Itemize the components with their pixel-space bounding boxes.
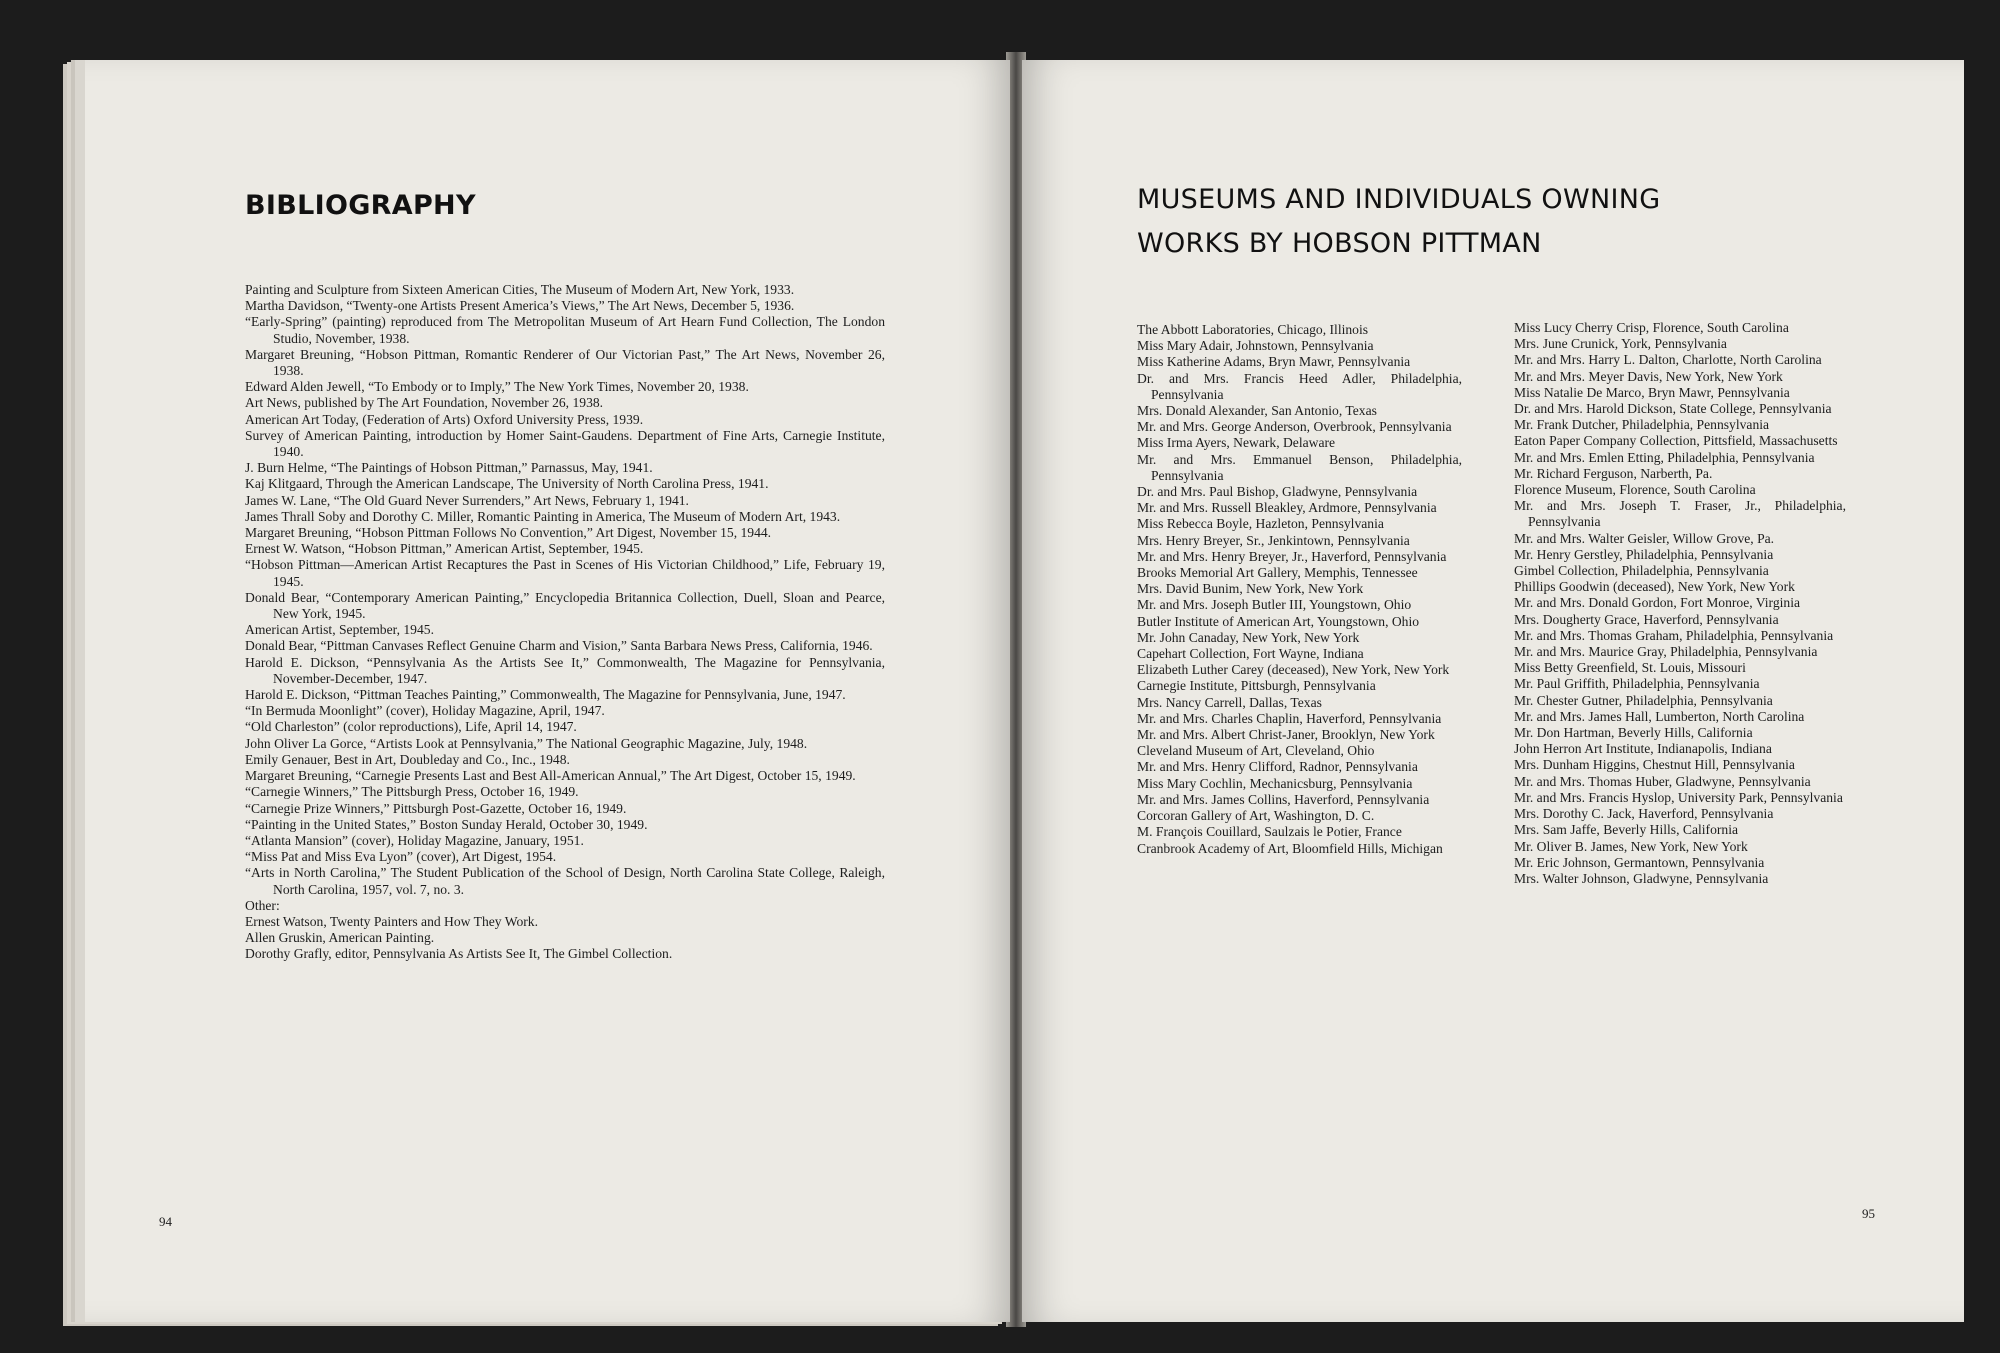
owner-entry: Miss Katherine Adams, Bryn Mawr, Pennsylvania [1137, 354, 1411, 370]
owner-entry: Corcoran Gallery of Art, Washington, D. C. [1137, 808, 1375, 824]
owner-entry: Phillips Goodwin (deceased), New York, New York [1514, 579, 1795, 595]
owner-entry: Mr. and Mrs. Walter Geisler, Willow Grove, Pa. [1514, 530, 1775, 546]
page-number-left: 94 [159, 1214, 172, 1229]
owner-entry: Mrs. Walter Johnson, Gladwyne, Pennsylvania [1514, 870, 1769, 886]
owner-entry: Mr. and Mrs. Donald Gordon, Fort Monroe, Virginia [1514, 595, 1801, 611]
owner-entry: Dr. and Mrs. Paul Bishop, Gladwyne, Pennsylvania [1137, 484, 1418, 500]
bibliography-entry: “In Bermuda Moonlight” (cover), Holiday Magazine, April, 1947. [245, 703, 605, 719]
owner-entry: Brooks Memorial Art Gallery, Memphis, Tennessee [1137, 565, 1418, 581]
owner-entry: Mrs. Dougherty Grace, Haverford, Pennsylvania [1514, 611, 1779, 627]
owner-entry: Miss Mary Cochlin, Mechanicsburg, Pennsylvania [1137, 775, 1413, 791]
owner-entry: Mr. and Mrs. Charles Chaplin, Haverford, Pennsylvania [1137, 710, 1442, 726]
owner-entry: The Abbott Laboratories, Chicago, Illinois [1137, 322, 1369, 337]
bibliography-entry: Allen Gruskin, American Painting. [245, 930, 435, 946]
bibliography-entry: J. Burn Helme, “The Paintings of Hobson Pittman,” Parnassus, May, 1941. [245, 460, 653, 476]
owner-entry: Mr. and Mrs. Joseph T. Fraser, Jr., Philadelphia, Pennsylvania [1514, 498, 1846, 530]
owner-entry: Mr. and Mrs. Thomas Huber, Gladwyne, Pennsylvania [1514, 773, 1811, 789]
owner-entry: Mr. Paul Griffith, Philadelphia, Pennsylvania [1514, 676, 1760, 692]
owner-entry: M. François Couillard, Saulzais le Potier, France [1137, 824, 1402, 840]
owner-entry: Miss Rebecca Boyle, Hazleton, Pennsylvania [1137, 516, 1384, 532]
owner-entry: Mr. and Mrs. James Hall, Lumberton, North Carolina [1514, 708, 1805, 724]
owner-entry: Dr. and Mrs. Harold Dickson, State College, Pennsylvania [1514, 401, 1832, 417]
owner-entry: Mrs. David Bunim, New York, New York [1137, 581, 1364, 597]
owners-heading-line-2: WORKS BY HOBSON PITTMAN [1137, 228, 1542, 259]
owner-entry: Mrs. Sam Jaffe, Beverly Hills, California [1514, 822, 1739, 838]
bibliography-entry: Kaj Klitgaard, Through the American Landscape, The University of North Carolina Press, 1941. [245, 476, 769, 492]
owner-entry: Carnegie Institute, Pittsburgh, Pennsylvania [1137, 678, 1376, 694]
owners-heading-line-1: MUSEUMS AND INDIVIDUALS OWNING [1137, 184, 1661, 215]
bibliography-entry: “Miss Pat and Miss Eva Lyon” (cover), Art Digest, 1954. [245, 849, 557, 865]
bibliography-entry: “Old Charleston” (color reproductions), Life, April 14, 1947. [245, 719, 577, 735]
owner-entry: Mr. and Mrs. James Collins, Haverford, Pennsylvania [1137, 791, 1430, 807]
owner-entry: Mr. and Mrs. Emmanuel Benson, Philadelphia, Pennsylvania [1137, 451, 1462, 483]
owner-entry: Mr. and Mrs. Henry Breyer, Jr., Haverford, Pennsylvania [1137, 548, 1447, 564]
bibliography-list [245, 282, 885, 963]
owner-entry: Mr. Henry Gerstley, Philadelphia, Pennsylvania [1514, 546, 1774, 562]
owner-entry: Elizabeth Luther Carey (deceased), New York, New York [1137, 662, 1450, 678]
bibliography-entry: Dorothy Grafly, editor, Pennsylvania As Artists See It, The Gimbel Collection. [245, 946, 673, 962]
owner-entry: Mr. and Mrs. Albert Christ-Janer, Brooklyn, New York [1137, 727, 1435, 743]
owner-entry: Mr. Oliver B. James, New York, New York [1514, 838, 1748, 854]
owner-entry: Mr. and Mrs. Harry L. Dalton, Charlotte, North Carolina [1514, 352, 1822, 368]
owner-entry: Mr. John Canaday, New York, New York [1137, 629, 1360, 645]
bibliography-entry: James Thrall Soby and Dorothy C. Miller, Romantic Painting in America, The Museum of Modern Art, 1943. [245, 508, 841, 524]
owner-entry: Mr. and Mrs. Francis Hyslop, University Park, Pennsylvania [1514, 789, 1843, 805]
owner-entry: Miss Lucy Cherry Crisp, Florence, South Carolina [1514, 320, 1789, 335]
owner-entry: Cranbrook Academy of Art, Bloomfield Hills, Michigan [1137, 840, 1443, 856]
owner-entry: Mrs. Dunham Higgins, Chestnut Hill, Pennsylvania [1514, 757, 1795, 773]
bibliography-entry: Survey of American Painting, introduction by Homer Saint-Gaudens. Department of Fine Arts, Carnegie Institute, 1940. [245, 427, 885, 460]
owner-entry: Mr. and Mrs. Henry Clifford, Radnor, Pennsylvania [1137, 759, 1418, 775]
bibliography-entry: Ernest Watson, Twenty Painters and How They Work. [245, 913, 538, 929]
bibliography-entry: John Oliver La Gorce, “Artists Look at Pennsylvania,” The National Geographic Magazine, July, 1948. [245, 735, 808, 751]
bibliography-entry: Donald Bear, “Contemporary American Painting,” Encyclopedia Britannica Collection, Duell, Sloan and Pearce, New York, 1945. [245, 589, 885, 622]
bibliography-entry: Donald Bear, “Pittman Canvases Reflect Genuine Charm and Vision,” Santa Barbara News Press, California, 1946. [245, 638, 873, 654]
owner-entry: Florence Museum, Florence, South Carolina [1514, 482, 1756, 498]
bibliography-entry: American Art Today, (Federation of Arts) Oxford University Press, 1939. [245, 411, 644, 427]
bibliography-entry: Harold E. Dickson, “Pennsylvania As the Artists See It,” Commonwealth, The Magazine for Pennsylvania, November-December, 1947. [245, 654, 885, 686]
owner-entry: Miss Natalie De Marco, Bryn Mawr, Pennsylvania [1514, 384, 1790, 400]
owner-entry: Mr. and Mrs. George Anderson, Overbrook, Pennsylvania [1137, 419, 1452, 435]
owner-entry: Mr. and Mrs. Meyer Davis, New York, New York [1514, 368, 1783, 384]
owner-entry: Dr. and Mrs. Francis Heed Adler, Philadelphia, Pennsylvania [1137, 370, 1462, 402]
owner-entry: Capehart Collection, Fort Wayne, Indiana [1137, 646, 1364, 662]
owner-entry: Butler Institute of American Art, Youngstown, Ohio [1137, 613, 1420, 629]
bibliography-entry: Edward Alden Jewell, “To Embody or to Imply,” The New York Times, November 20, 1938. [245, 379, 749, 395]
bibliography-entry: “Painting in the United States,” Boston Sunday Herald, October 30, 1949. [245, 816, 648, 832]
bibliography-entry: Margaret Breuning, “Carnegie Presents Last and Best All-American Annual,” The Art Digest, October 15, 1949. [245, 768, 856, 784]
owner-entry: Mr. and Mrs. Thomas Graham, Philadelphia, Pennsylvania [1514, 627, 1834, 643]
owner-entry: Cleveland Museum of Art, Cleveland, Ohio [1137, 743, 1375, 759]
owner-entry: Mr. Frank Dutcher, Philadelphia, Pennsylvania [1514, 417, 1770, 433]
owner-entry: John Herron Art Institute, Indianapolis, Indiana [1514, 741, 1772, 757]
owner-entry: Mrs. Donald Alexander, San Antonio, Texas [1137, 403, 1377, 419]
left-page [75, 60, 1010, 1322]
bibliography-entry: Art News, published by The Art Foundation, November 26, 1938. [245, 395, 604, 411]
owner-entry: Miss Irma Ayers, Newark, Delaware [1137, 435, 1336, 451]
bibliography-entry: Ernest W. Watson, “Hobson Pittman,” American Artist, September, 1945. [245, 541, 644, 557]
owner-entry: Mr. Eric Johnson, Germantown, Pennsylvania [1514, 854, 1765, 870]
bibliography-entry: Other: [245, 897, 280, 913]
bibliography-entry: Margaret Breuning, “Hobson Pittman, Romantic Renderer of Our Victorian Past,” The Art News, November 26, 1938. [245, 346, 885, 379]
bibliography-heading: BIBLIOGRAPHY [245, 190, 476, 221]
owner-entry: Miss Mary Adair, Johnstown, Pennsylvania [1137, 338, 1374, 354]
owner-entry: Miss Betty Greenfield, St. Louis, Missouri [1514, 660, 1746, 676]
owner-entry: Mr. and Mrs. Russell Bleakley, Ardmore, Pennsylvania [1137, 500, 1437, 516]
bibliography-entry: “Atlanta Mansion” (cover), Holiday Magazine, January, 1951. [245, 832, 584, 848]
owner-entry: Mr. and Mrs. Joseph Butler III, Youngstown, Ohio [1137, 597, 1412, 613]
owners-column-left [1137, 322, 1462, 857]
bibliography-entry: Margaret Breuning, “Hobson Pittman Follows No Convention,” Art Digest, November 15, 1944. [245, 525, 772, 541]
owner-entry: Gimbel Collection, Philadelphia, Pennsylvania [1514, 563, 1769, 579]
owner-entry: Mrs. Nancy Carrell, Dallas, Texas [1137, 694, 1322, 710]
owner-entry: Mr. Richard Ferguson, Narberth, Pa. [1514, 465, 1713, 481]
bibliography-entry: Painting and Sculpture from Sixteen American Cities, The Museum of Modern Art, New York, 1933. [245, 282, 795, 297]
page-number-right: 95 [1862, 1206, 1875, 1221]
owner-entry: Eaton Paper Company Collection, Pittsfield, Massachusetts [1514, 433, 1838, 449]
bibliography-entry: Martha Davidson, “Twenty-one Artists Present America’s Views,” The Art News, December 5, 1936. [245, 298, 795, 314]
owners-heading [1137, 178, 1660, 266]
owner-entry: Mrs. Henry Breyer, Sr., Jenkintown, Pennsylvania [1137, 532, 1410, 548]
right-page [1022, 60, 1964, 1322]
bibliography-entry: “Carnegie Winners,” The Pittsburgh Press, October 16, 1949. [245, 784, 579, 800]
owner-entry: Mr. Chester Gutner, Philadelphia, Pennsylvania [1514, 692, 1773, 708]
owners-column-right [1514, 320, 1846, 887]
owner-entry: Mrs. Dorothy C. Jack, Haverford, Pennsylvania [1514, 806, 1774, 822]
bibliography-entry: “Hobson Pittman—American Artist Recaptures the Past in Scenes of His Victorian Childhood,” Life, February 19, 1945. [245, 557, 885, 589]
bibliography-entry: “Carnegie Prize Winners,” Pittsburgh Post-Gazette, October 16, 1949. [245, 800, 627, 816]
bibliography-entry: “Early-Spring” (painting) reproduced from The Metropolitan Museum of Art Hearn Fund Collection, The London Studio, November, 1938. [245, 314, 885, 346]
bibliography-entry: James W. Lane, “The Old Guard Never Surrenders,” Art News, February 1, 1941. [245, 492, 689, 508]
bibliography-entry: Emily Genauer, Best in Art, Doubleday and Co., Inc., 1948. [245, 751, 570, 767]
owner-entry: Mr. and Mrs. Maurice Gray, Philadelphia, Pennsylvania [1514, 644, 1818, 660]
bibliography-entry: Harold E. Dickson, “Pittman Teaches Painting,” Commonwealth, The Magazine for Pennsylvania, June, 1947. [245, 687, 846, 703]
bibliography-entry: “Arts in North Carolina,” The Student Publication of the School of Design, North Carolina State College, Raleigh, North Carolina, 1957, vol. 7, no. 3. [245, 865, 885, 897]
bibliography-entry: American Artist, September, 1945. [245, 622, 434, 638]
owner-entry: Mr. Don Hartman, Beverly Hills, California [1514, 725, 1753, 741]
owner-entry: Mr. and Mrs. Emlen Etting, Philadelphia, Pennsylvania [1514, 449, 1815, 465]
owner-entry: Mrs. June Crunick, York, Pennsylvania [1514, 336, 1727, 352]
